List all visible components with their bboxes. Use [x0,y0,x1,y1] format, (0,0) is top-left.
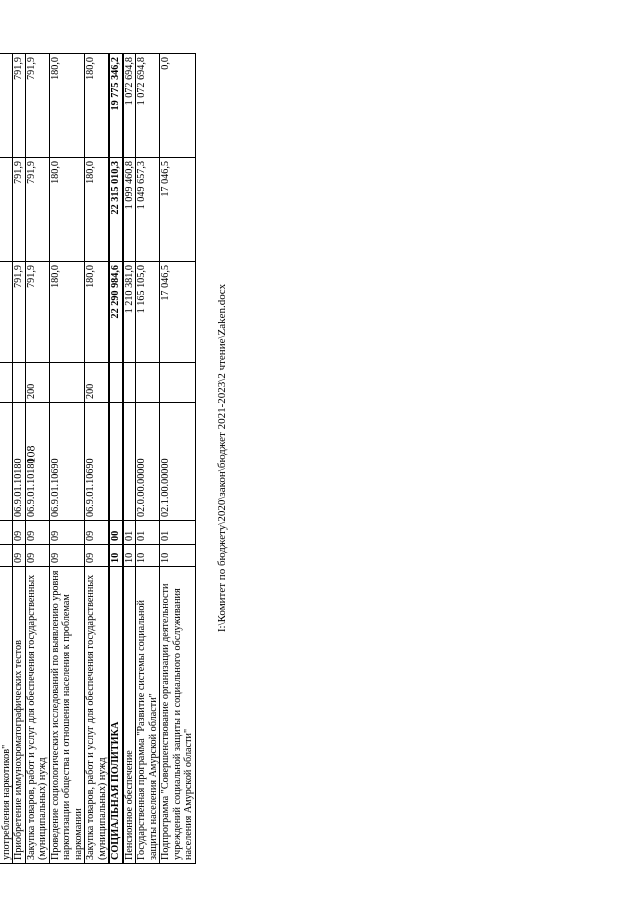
cell-y2021: 791,9 [25,262,49,363]
cell-y2023: 180,0 [85,54,110,158]
cell-vr [136,363,160,403]
table-body [0,54,195,864]
cell-csr: 02.0.00.00000 [136,403,160,521]
cell-rz: 10 [160,545,196,567]
table-row [136,54,160,864]
budget-table-container [0,54,311,864]
cell-y2022: 17 046,5 [160,158,196,262]
cell-y2022: 1 049 657,3 [136,158,160,262]
cell-pr: 01 [136,521,160,545]
cell-y2022: 180,0 [85,158,110,262]
table-row [109,54,123,864]
cell-y2021: 180,0 [85,262,110,363]
cell-rz: 10 [109,545,123,567]
cell-csr: 06.9.01.10180 [13,403,26,521]
table-row [160,54,196,864]
cell-y2021: 180,0 [49,262,85,363]
cell-name: употребления наркотиков" [0,567,13,864]
budget-table [0,53,196,864]
cell-vr [123,363,136,403]
cell-pr: 01 [123,521,136,545]
cell-name: Подпрограмма "Совершенствование организации деятельности учреждений социальной защиты и социального обслуживания населения Амурской области" [160,567,196,864]
cell-csr: 06.9.01.10690 [85,403,110,521]
cell-y2022 [0,158,13,262]
cell-y2022: 791,9 [13,158,26,262]
cell-y2023 [0,54,13,158]
cell-vr [0,363,13,403]
cell-y2021: 17 046,5 [160,262,196,363]
table-row [123,54,136,864]
cell-csr: 06.9.01.10180 [25,403,49,521]
cell-y2022: 22 315 010,3 [109,158,123,262]
cell-vr: 200 [85,363,110,403]
cell-name: Государственная программа "Развитие системы социальной защиты населения Амурской области" [136,567,160,864]
cell-y2023: 180,0 [49,54,85,158]
cell-csr [109,403,123,521]
cell-y2023: 791,9 [25,54,49,158]
cell-rz: 09 [13,545,26,567]
page-number: 108 [23,445,38,464]
cell-csr: 02.1.00.00000 [160,403,196,521]
cell-vr [13,363,26,403]
table-row [85,54,110,864]
table-row [25,54,49,864]
table-row [13,54,26,864]
cell-y2021: 791,9 [13,262,26,363]
cell-y2023: 0,0 [160,54,196,158]
cell-pr: 09 [25,521,49,545]
cell-pr [0,521,13,545]
cell-name: Закупка товаров, работ и услуг для обеспечения государственных (муниципальных) нужд [85,567,110,864]
table-row [0,54,13,864]
cell-vr: 200 [25,363,49,403]
cell-csr [123,403,136,521]
cell-pr: 01 [160,521,196,545]
cell-name: Пенсионное обеспечение [123,567,136,864]
cell-y2021: 1 210 381,0 [123,262,136,363]
cell-rz: 10 [136,545,160,567]
cell-y2022: 180,0 [49,158,85,262]
cell-vr [49,363,85,403]
cell-rz: 09 [85,545,110,567]
cell-rz [0,545,13,567]
cell-pr: 00 [109,521,123,545]
cell-pr: 09 [85,521,110,545]
cell-y2021 [0,262,13,363]
cell-y2022: 791,9 [25,158,49,262]
cell-rz: 09 [49,545,85,567]
cell-vr [109,363,123,403]
cell-rz: 10 [123,545,136,567]
cell-rz: 09 [25,545,49,567]
cell-pr: 09 [13,521,26,545]
cell-y2021: 22 290 984,6 [109,262,123,363]
cell-vr [160,363,196,403]
table-row [49,54,85,864]
cell-name: СОЦИАЛЬНАЯ ПОЛИТИКА [109,567,123,864]
cell-pr: 09 [49,521,85,545]
cell-csr [0,403,13,521]
cell-y2023: 791,9 [13,54,26,158]
cell-name: Закупка товаров, работ и услуг для обеспечения государственных (муниципальных) нужд [25,567,49,864]
cell-y2023: 1 072 694,8 [136,54,160,158]
cell-csr: 06.9.01.10690 [49,403,85,521]
cell-name: Приобретение иммунохроматографических тестов [13,567,26,864]
cell-y2023: 1 072 694,8 [123,54,136,158]
cell-y2023: 19 775 346,2 [109,54,123,158]
cell-name: Проведение социологических исследований по выявлению уровня наркотизации общества и отношения населения к проблемам наркомании [49,567,85,864]
cell-y2021: 1 165 105,0 [136,262,160,363]
footer-file-path: I:\Комитет по бюджету\2020\закон\бюджет 2021-2023\2 чтение\Zaken.docx [216,283,228,633]
cell-y2022: 1 099 460,8 [123,158,136,262]
